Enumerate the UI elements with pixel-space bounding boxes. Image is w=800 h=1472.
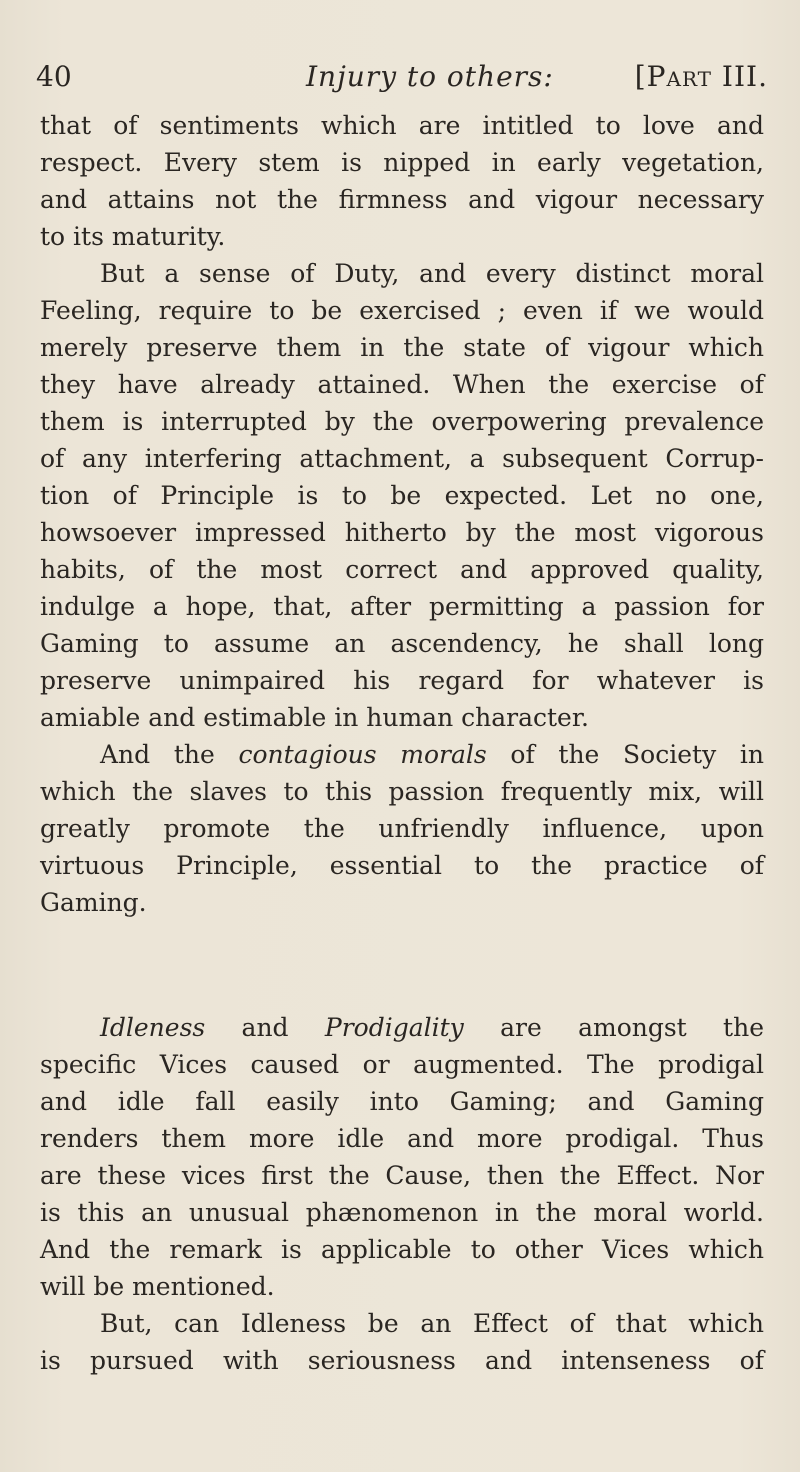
text-line: they have already attained. When the exercise of — [40, 370, 764, 399]
page-number: 40 — [36, 60, 72, 93]
text-line: habits, of the most correct and approved quality, — [40, 555, 764, 584]
part-label: [Part III. — [634, 60, 768, 93]
page-header — [36, 60, 768, 100]
text-line: But, can Idleness be an Effect of that which — [100, 1309, 764, 1338]
text-line: that of sentiments which are intitled to love and — [40, 111, 764, 140]
text-line: and idle fall easily into Gaming; and Gaming — [40, 1087, 764, 1116]
text-line: of any interfering attachment, a subsequent Corrup- — [40, 444, 764, 473]
body-text — [40, 107, 764, 1379]
text-line: Idleness and Prodigality are amongst the — [100, 1013, 764, 1042]
text-line: which the slaves to this passion frequently mix, will — [40, 777, 764, 806]
text-line: indulge a hope, that, after permitting a passion for — [40, 592, 764, 621]
section-gap — [40, 921, 764, 1009]
running-title: Injury to others: — [306, 60, 554, 93]
text-line: merely preserve them in the state of vigour which — [40, 333, 764, 362]
text-line: virtuous Principle, essential to the practice of — [40, 851, 764, 880]
text-line: Feeling, require to be exercised ; even if we would — [40, 296, 764, 325]
text-line: is this an unusual phænomenon in the moral world. — [40, 1198, 764, 1227]
text-line: And the contagious morals of the Society in — [100, 740, 764, 769]
text-line: Gaming to assume an ascendency, he shall long — [40, 629, 764, 658]
text-line: and attains not the firmness and vigour necessary — [40, 185, 764, 214]
text-line: are these vices first the Cause, then the Effect. Nor — [40, 1161, 764, 1190]
text-line: And the remark is applicable to other Vices which — [40, 1235, 764, 1264]
text-line: greatly promote the unfriendly influence, upon — [40, 814, 764, 843]
text-line: specific Vices caused or augmented. The prodigal — [40, 1050, 764, 1079]
text-line: But a sense of Duty, and every distinct moral — [100, 259, 764, 288]
text-line: will be mentioned. — [40, 1272, 275, 1301]
text-line: Gaming. — [40, 888, 147, 917]
text-line: tion of Principle is to be expected. Let no one, — [40, 481, 764, 510]
text-line: them is interrupted by the overpowering prevalence — [40, 407, 764, 436]
text-line: amiable and estimable in human character. — [40, 703, 589, 732]
text-line: to its maturity. — [40, 222, 226, 251]
text-line: howsoever impressed hitherto by the most vigorous — [40, 518, 764, 547]
text-line: renders them more idle and more prodigal. Thus — [40, 1124, 764, 1153]
text-line: respect. Every stem is nipped in early vegetation, — [40, 148, 764, 177]
text-line: is pursued with seriousness and intenseness of — [40, 1346, 764, 1375]
text-line: preserve unimpaired his regard for whatever is — [40, 666, 764, 695]
